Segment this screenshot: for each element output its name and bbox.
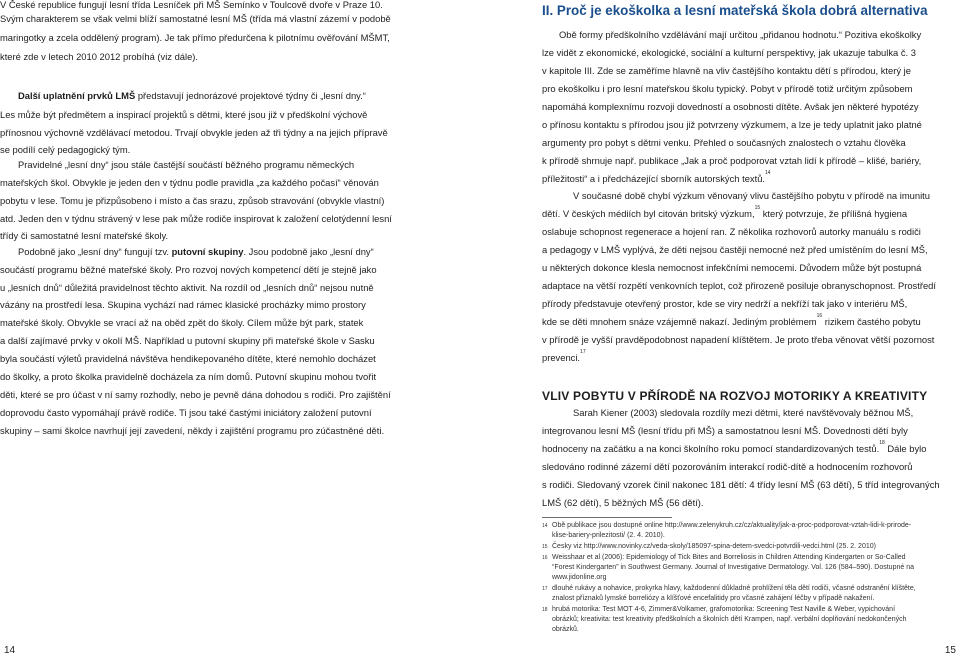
left-block1-line: V České republice fungují lesní třída Lesníček při MŠ Semínko v Toulcově dvoře v Praze 10. — [0, 0, 383, 10]
right-para2-l8-end: rizikem častého pobytu — [822, 316, 921, 327]
right-para3-line: s rodiči. Sledovaný vzorek činil nakonec 181 dětí: 4 třídy lesní MŠ (63 dětí), 5 tříd integrovaných — [542, 479, 940, 490]
subsection-heading: VLIV POBYTU V PŘÍRODĚ NA ROZVOJ MOTORIKY A KREATIVITY — [542, 389, 928, 403]
left-block1-line: Svým charakterem se však velmi blíží samostatné lesní MŠ (třída má vlastní zázemí v podobě — [0, 13, 391, 24]
left-block4-line: a další zajímavé prvky v okolí MŠ. Například u putovní skupiny při mateřské škole v Sasku — [0, 335, 375, 346]
left-block2-line: přínosnou výchovně vzdělávací metodou. Trvají obvykle jeden až tři týdny a na jejich přípravě — [0, 127, 388, 138]
left-block2-heading-rest: představují jednorázové projektové týdny či „lesní dny.“ — [135, 90, 366, 101]
left-block3-line: Pravidelné „lesní dny“ jsou stále častější součástí běžného programu německých — [18, 159, 355, 170]
page-number-right: 15 — [944, 645, 956, 656]
footnote-ref-18: 18 — [879, 440, 885, 446]
footnote-18 — [542, 605, 895, 615]
left-block1-line: které zde v letech 2010 2012 probíhá (viz dále). — [0, 51, 199, 62]
right-para2-l10: prevenci. — [542, 352, 581, 363]
right-para3-line — [542, 440, 927, 455]
footnote-divider — [542, 517, 672, 518]
left-block2-line: se podílí celý pedagogický tým. — [0, 144, 131, 155]
left-block4-bold: putovní skupiny — [171, 246, 244, 257]
right-para3-line: Sarah Kiener (2003) sledovala rozdíly mezi dětmi, které navštěvovaly běžnou MŠ, — [573, 407, 914, 418]
footnote-14-cont: klise-bariery-prilezitosti/ (2. 4. 2010). — [552, 532, 665, 539]
right-para2-line: u některých dokonce klesla nemocnost infekčními nemocemi. Důvodem může být postupná — [542, 262, 922, 273]
right-para2-line: oslabuje schopnost regenerace a hojení ran. Z několika rozhovorů autorky manuálu s rodiči — [542, 226, 921, 237]
footnote-ref-14: 14 — [765, 170, 771, 176]
left-block4-line: mateřské školy. Obvykle se vrací až na oběd zpět do školy. Cílem může být park, statek — [0, 317, 364, 328]
right-para2-line: V současné době chybí výzkum věnovaný vlivu častějšího pobytu v přírodě na imunitu — [573, 190, 930, 201]
footnote-text: Obě publikace jsou dostupné online http://www.zelenykruh.cz/cz/aktuality/jak-a-proc-podporovat-vztah-lidi-k-prirode- — [552, 522, 912, 529]
right-para2-line — [542, 313, 921, 328]
left-block4-line: děti, které se pro účast v ní samy rozhodly, nebo je pevně dána dohodou s rodiči. Pro zajištění — [0, 389, 391, 400]
right-para1-line: v kapitole III. Zde se zaměříme hlavně na vliv častějšího kontaktu dětí s přírodou, který je — [542, 65, 911, 76]
left-block4-line: doprovodu často vypomáhají právě rodiče. Ti jsou také častými iniciátory založení putovní — [0, 407, 372, 418]
right-para2-l2: dětí. V českých médiích byl citován britský výzkum, — [542, 208, 755, 219]
left-block3-line: třídy či samostatné lesní mateřské školy. — [0, 230, 169, 241]
footnote-ref-17: 17 — [580, 349, 586, 355]
right-para3-line: LMŠ (62 dětí), 5 běžných MŠ (56 dětí). — [542, 497, 704, 508]
right-para2-line: a pedagogy v LMŠ vyplývá, že děti nejsou častěji nemocné než před umístěním do lesní MŠ, — [542, 244, 928, 255]
left-block3-line: atd. Jeden den v týdnu strávený v lese pak může rodiče inspirovat k založení celotýdenní lesní — [0, 213, 392, 224]
footnote-16-cont: www.jidonline.org — [552, 574, 607, 581]
footnote-text: dlouhé rukávy a nohavice, prokyrka hlavy, každodenní důkladné prohlížení těla dětí rodiči, včasné odstranění klíštěte, — [552, 585, 916, 592]
right-para1-line: pro ekoškolku i pro lesní mateřskou školu typický. Pobyt v přírodě totiž určitým způsobem — [542, 83, 913, 94]
left-block3-line: pobytu v lese. Tomu je přizpůsobeno i místo a čas srazu, způsob stravování (obvykle vlastní) — [0, 195, 385, 206]
footnote-17-cont: znalost příznaků lymské borreliózy a klíšťové encefalitidy pro včasné zahájení léčby v případě nakažení. — [552, 595, 875, 602]
right-para2-l2-end: který potvrzuje, že přílišná hygiena — [760, 208, 908, 219]
left-block4-intro — [18, 246, 374, 258]
left-block4-line: do školky, a proto školka pravidelně docházela za ním domů. Putovní skupinu mohou tvořit — [0, 371, 377, 382]
footnote-text: hrubá motorika: Test MOT 4-6, Zimmer&Volkamer, grafomotorika: Screening Test Naville & Weber, vypichování — [552, 606, 896, 613]
footnote-14 — [542, 521, 911, 531]
right-para3-line: sledováno rodinné zázemí dětí pozorováním interakcí rodič-dítě a hodnocením rozhovorů — [542, 461, 913, 472]
right-para1-line — [542, 170, 771, 185]
left-block2-heading — [18, 90, 366, 102]
left-block4-line: byla součástí výletů pravidelná návštěva hendikepovaného dítěte, které nemohlo docházet — [0, 353, 376, 364]
left-block4-line: u „lesních dnů“ důležitá pravidelnost těchto aktivit. Na rozdíl od „lesních dnů“ nejsou nutně — [0, 282, 374, 293]
left-block4-intro-end: . Jsou podobně jako „lesní dny“ — [243, 246, 374, 257]
footnote-ref-16: 16 — [816, 313, 823, 319]
right-para2-line: v přírodě je vyšší pravděpodobnost napadení klíštětem. Je proto třeba věnovat větší pozornost — [542, 334, 935, 345]
right-para2-line: adaptace na větší rozpětí venkovních teplot, což přirozeně posiluje obranyschopnost. Prostředí — [542, 280, 936, 291]
right-para1-line: napomáhá komplexnímu rozvoji dovedností a osobnosti dítěte. Avšak jen některé hypotézy — [542, 101, 919, 112]
section-heading: II. Proč je ekoškolka a lesní mateřská škola dobrá alternativa — [542, 3, 928, 18]
right-para1-line: argumenty pro pobyt s dětmi venku. Přehled o současných znalostech o vztahu člověka — [542, 137, 906, 148]
footnote-16-cont: “Forest Kindergarten” in Southwest Germany. Journal of Investigative Dermatology. Vol. 126 (584–590). Dostupné na — [552, 564, 914, 571]
footnote-15 — [542, 542, 876, 552]
left-block4-intro-text: Podobně jako „lesní dny“ fungují tzv. — [18, 246, 172, 257]
right-para1-line: lze vidět z ekonomické, ekologické, sociální a kulturní perspektivy, jak ukazuje tabulka č. 3 — [542, 47, 916, 58]
right-para2-l8: kde se děti mnohem snáze vzájemně nakazí. Jediným problémem — [542, 316, 817, 327]
right-para3-line: integrovanou lesní MŠ (lesní třídu při MŠ) a samostatnou lesní MŠ. Dovednosti dětí byly — [542, 425, 908, 436]
right-para2-line — [542, 205, 908, 220]
right-para1-line: k přírodě shrnuje např. publikace „Jak a proč podporovat vztah lidí k přírodě – klišé, bariéry, — [542, 155, 922, 166]
footnote-17 — [542, 584, 916, 594]
right-para1-line: Obě formy předškolního vzdělávání mají určitou „přidanou hodnotu.“ Pozitiva ekoškolky — [559, 29, 922, 40]
footnote-number: 18 — [542, 607, 548, 613]
footnote-number: 16 — [542, 555, 548, 561]
right-para3-l3: hodnoceny na začátku a na konci školního roku pomocí standardizovaných testů. — [542, 443, 880, 454]
right-para2-line — [542, 349, 586, 364]
left-block4-line: skupiny – sami školce navrhují její zavedení, někdy i zajištění programu pro zúčastněné děti. — [0, 425, 385, 436]
left-block3-line: mateřských škol. Obvykle je jeden den v týdnu podle pravidla „za každého počasí“ věnován — [0, 177, 379, 188]
footnote-text: Česky viz http://www.novinky.cz/veda-skoly/185097-spina-detem-svedci-potvrdili-vedci.html (25. 2. 2010) — [552, 543, 876, 550]
left-block4-line: součástí programu běžné mateřské školy. Pro rozvoj nových kompetencí dětí je stejně jako — [0, 264, 377, 275]
footnote-text: Weisshaar et al (2006): Epidemiology of Tick Bites and Borreliosis in Children Attending Kindergarten or So-Called — [552, 554, 906, 561]
footnote-18-cont: obrázků. — [552, 626, 579, 633]
footnote-16 — [542, 553, 906, 563]
page-number-left: 14 — [4, 645, 16, 656]
footnote-18-cont: obrázků; kreativita: test kreativity předškolních a školních dětí Krampen, např. verbální doplňování nedokončených — [552, 616, 907, 623]
footnote-number: 14 — [542, 523, 548, 529]
footnote-ref-15: 15 — [754, 205, 761, 211]
left-block4-line: vázány na prostředí lesa. Skupina vychází nad rámec klasické procházky mimo prostory — [0, 299, 366, 310]
footnote-number: 15 — [542, 544, 548, 550]
left-block1-line: maringotky a zcela oddělený program). Je tak přímo předurčena k pilotnímu ověřování MŠMT, — [0, 32, 390, 43]
left-block2-heading-bold: Další uplatnění prvků LMŠ — [18, 90, 136, 101]
right-para3-l3-end: Dále bylo — [884, 443, 927, 454]
right-para1-line: o přínosu kontaktu s přírodou jsou již potvrzeny výzkumem, a lze je tedy uplatnit jako platné — [542, 119, 922, 130]
footnote-number: 17 — [542, 586, 548, 592]
right-para2-line: přírody představuje otevřený prostor, kde se viry nedrží a nekříží tak jako v interiéru MŠ, — [542, 298, 908, 309]
right-para1-last: příležitosti“ a i předcházející sborník autorských textů. — [542, 173, 766, 184]
left-block2-line: Les může být předmětem a inspirací projektů s dětmi, které jsou již v předškolní výchově — [0, 109, 368, 120]
